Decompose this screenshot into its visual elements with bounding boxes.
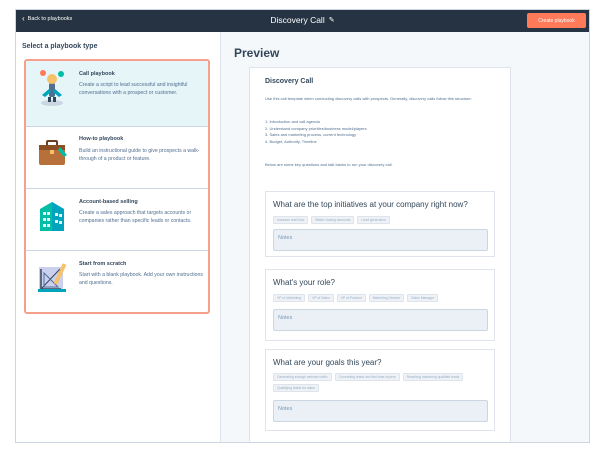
list-item: 3. Sales and marketing process, current technology (265, 132, 357, 137)
answer-chips (273, 373, 488, 392)
create-playbook-button[interactable]: Create playbook (527, 13, 586, 28)
playbook-title (16, 15, 589, 25)
answer-chip[interactable]: Increase lead flow (273, 216, 308, 224)
app-window (15, 9, 590, 443)
answer-chip[interactable]: Qualifying leads for sales (273, 384, 319, 392)
card-title: Account-based selling (79, 199, 138, 205)
list-item: 2. Understand company priorities/business model/players (265, 125, 367, 131)
list-item: 1. Introduction and call agenda (265, 119, 320, 124)
card-description: Build an instructional guide to give prospects a walk-through of a product or feature. (79, 148, 200, 162)
call-structure-list (265, 119, 500, 145)
doc-intro: Use this call template when conducting discovery calls with prospects. Generally, discovery calls follow this structure: (265, 96, 472, 101)
panel-heading: Select a playbook type (22, 43, 98, 50)
pencil-icon[interactable]: ✎ (328, 17, 335, 24)
question-title: What are your goals this year? (273, 358, 382, 367)
list-item: 4. Budget, Authority, Timeline (265, 138, 317, 144)
question-title: What are the top initiatives at your company right now? (273, 200, 468, 209)
answer-chip[interactable]: VP of Sales (308, 294, 334, 302)
answer-chips (273, 294, 488, 302)
card-description: Create a sales approach that targets accounts or companies rather than specific leads or contacts. (79, 210, 192, 224)
answer-chip[interactable]: VP of Product (337, 294, 366, 302)
answer-chip[interactable]: Sales Manager (407, 294, 438, 302)
card-title: Start from scratch (79, 261, 127, 267)
card-title: How-to playbook (79, 136, 124, 142)
preview-document (249, 67, 511, 443)
back-to-playbooks-link[interactable] (22, 16, 72, 22)
blueprint-icon (36, 259, 68, 297)
back-label: Back to playbooks (27, 16, 73, 22)
doc-title: Discovery Call (265, 78, 314, 85)
playbook-title-text: Discovery Call (270, 15, 325, 25)
notes-field[interactable] (273, 229, 488, 251)
answer-chip[interactable]: VP of Marketing (273, 294, 305, 302)
question-card (265, 269, 495, 341)
preview-scrollbar[interactable] (585, 32, 589, 443)
card-call-playbook[interactable] (26, 61, 208, 127)
card-description: Create a script to lead successful and insightful conversations with a prospect or customer. (79, 82, 188, 96)
answer-chip[interactable]: Generating enough website traffic (273, 373, 332, 381)
call-playbook-icon (36, 69, 68, 107)
briefcase-icon (36, 135, 68, 173)
top-bar (16, 10, 589, 32)
answer-chip[interactable]: Better closing accounts (311, 216, 354, 224)
question-title: What's your role? (273, 278, 335, 287)
notes-field[interactable] (273, 309, 488, 331)
question-card (265, 191, 495, 257)
card-title: Call playbook (79, 71, 115, 77)
answer-chip[interactable]: Converting leads into first-time buyers (335, 373, 400, 381)
card-how-to-playbook[interactable] (26, 127, 208, 189)
preview-heading: Preview (234, 46, 280, 60)
chevron-left-icon: ‹ (22, 14, 25, 23)
playbook-type-list (24, 59, 210, 314)
answer-chip[interactable]: Reaching marketing qualified leads (403, 373, 464, 381)
doc-below-text: Below are some key questions and talk tracks to run your discovery call. (265, 162, 393, 167)
answer-chips (273, 216, 488, 224)
card-start-from-scratch[interactable] (26, 251, 208, 312)
card-account-based-selling[interactable] (26, 189, 208, 251)
question-card (265, 349, 495, 431)
building-icon (36, 197, 68, 235)
answer-chip[interactable]: Marketing Director (369, 294, 405, 302)
answer-chip[interactable]: Lead generation (357, 216, 390, 224)
card-description: Start with a blank playbook. Add your own instructions and questions. (79, 272, 203, 286)
playbook-type-panel (16, 32, 221, 443)
notes-field[interactable] (273, 400, 488, 422)
